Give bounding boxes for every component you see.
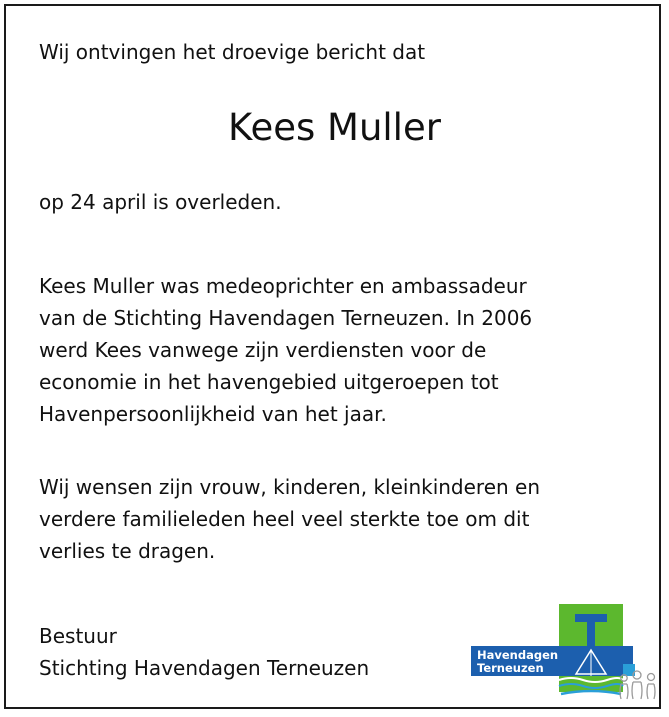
text-line: van de Stichting Havendagen Terneuzen. In 2006 [39,306,533,330]
family-figures-icon [620,671,655,699]
deceased-name: Kees Muller [228,106,441,149]
paragraph-condolence [39,471,540,567]
text-line: verlies te dragen. [39,539,216,563]
logo-text-line1: Havendagen [477,648,559,662]
text-line: werd Kees vanwege zijn verdiensten voor de [39,338,487,362]
intro-text: Wij ontvingen het droevige bericht dat [39,40,426,64]
text-line: Kees Muller was medeoprichter en ambassadeur [39,274,527,298]
text-line: Wij wensen zijn vrouw, kinderen, kleinkinderen en [39,475,541,499]
signature-role: Bestuur [39,624,117,648]
havendagen-logo [471,604,661,700]
text-line: Havenpersoonlijkheid van het jaar. [39,402,387,426]
paragraph-tribute [39,270,532,430]
text-line: economie in het havengebied uitgeroepen tot [39,370,499,394]
date-line: op 24 april is overleden. [39,190,282,214]
text-line: verdere familieleden heel veel sterkte toe om dit [39,507,530,531]
signature [39,620,369,684]
logo-text-line2: Terneuzen [477,661,544,675]
signature-organization: Stichting Havendagen Terneuzen [39,656,370,680]
